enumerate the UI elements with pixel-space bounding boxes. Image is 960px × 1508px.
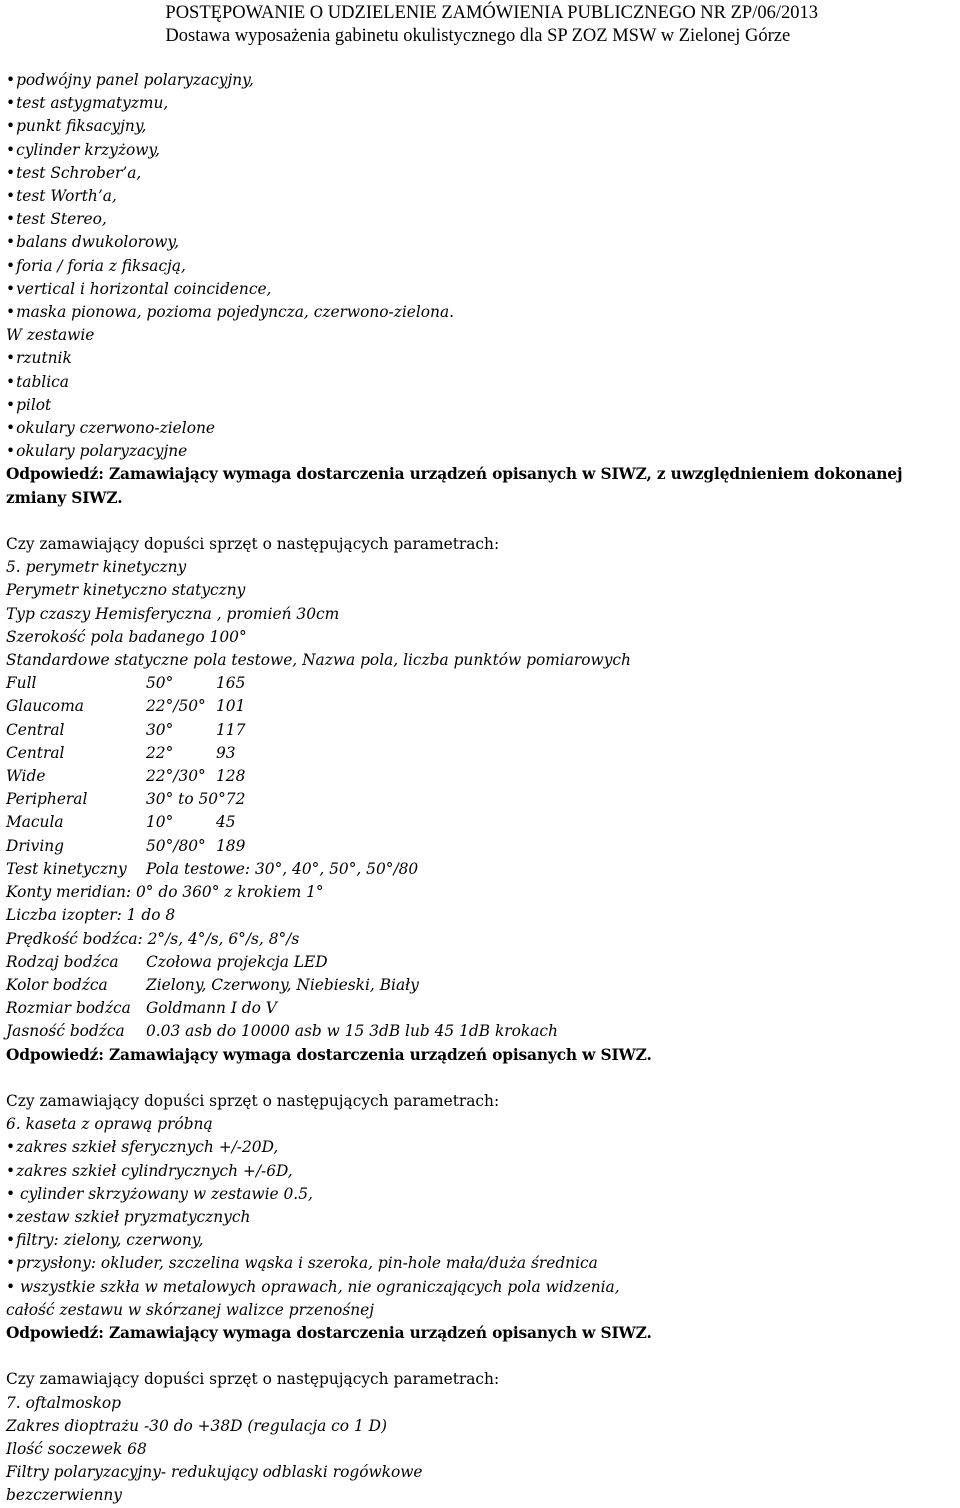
spacer <box>6 1067 956 1090</box>
param-value: Goldmann I do V <box>146 999 277 1018</box>
answer-text: Odpowiedź: Zamawiający wymaga dostarczenia urządzeń opisanych w SIWZ, z uwzględnieniem dokonanej zmiany SIWZ. <box>6 465 903 507</box>
list-item: • cylinder skrzyżowany w zestawie 0.5, <box>6 1183 956 1206</box>
param-value: 0.03 asb do 10000 asb w 15 3dB lub 45 1dB krokach <box>146 1022 558 1041</box>
field-name: Full <box>6 674 37 693</box>
param-value: Czołowa projekcja LED <box>146 952 328 971</box>
list-item: • balans dwukolorowy, <box>6 231 956 254</box>
spec-line: Liczba izopter: 1 do 8 <box>6 906 176 925</box>
list-item: • test Worth’a, <box>6 185 956 208</box>
document-header <box>165 2 818 48</box>
list-item: • foria / foria z fiksacją, <box>6 255 956 278</box>
list-item: • cylinder krzyżowy, <box>6 139 956 162</box>
field-row <box>6 719 956 742</box>
field-angle: 50° <box>146 674 174 693</box>
field-angle: 22°/50° <box>146 697 206 716</box>
document-body <box>6 69 956 1508</box>
spec-line: Perymetr kinetyczno statyczny <box>6 581 246 600</box>
field-name: Driving <box>6 836 65 855</box>
spec-line: Typ czaszy Hemisferyczna , promień 30cm <box>6 604 340 623</box>
spacer <box>6 510 956 533</box>
list-item: • przysłony: okluder, szczelina wąska i szeroka, pin-hole mała/duża średnica <box>6 1252 956 1275</box>
field-points: 72 <box>225 790 246 809</box>
field-points: 128 <box>216 767 246 786</box>
set-label: W zestawie <box>6 326 95 345</box>
field-angle: 10° <box>146 813 174 832</box>
list-item: • zakres szkieł sferycznych +/-20D, <box>6 1136 956 1159</box>
field-name: Central <box>6 743 65 762</box>
kinetic-label: Test kinetyczny <box>6 859 127 878</box>
set-item: • tablica <box>6 371 956 394</box>
param-label: Rodzaj bodźca <box>6 952 119 971</box>
spec-line: Prędkość bodźca: 2°/s, 4°/s, 6°/s, 8°/s <box>6 929 300 948</box>
field-points: 189 <box>216 836 246 855</box>
set-item: • okulary polaryzacyjne <box>6 440 956 463</box>
question-text: Czy zamawiający dopuści sprzęt o następujących parametrach: <box>6 1091 500 1110</box>
header-title: POSTĘPOWANIE O UDZIELENIE ZAMÓWIENIA PUBLICZNEGO NR ZP/06/2013 <box>165 3 818 23</box>
list-item: • zakres szkieł cylindrycznych +/-6D, <box>6 1160 956 1183</box>
field-row <box>6 672 956 695</box>
field-name: Central <box>6 720 65 739</box>
list-item: • podwójny panel polaryzacyjny, <box>6 69 956 92</box>
field-points: 101 <box>216 697 246 716</box>
field-angle: 30° to 50° <box>146 790 226 809</box>
list-item: • wszystkie szkła w metalowych oprawach, nie ograniczających pola widzenia, <box>6 1276 956 1299</box>
field-angle: 22°/30° <box>146 767 206 786</box>
param-label: Jasność bodźca <box>6 1022 125 1041</box>
field-points: 165 <box>216 674 246 693</box>
field-name: Peripheral <box>6 790 88 809</box>
item-title: 6. kaseta z oprawą próbną <box>6 1115 213 1134</box>
field-name: Wide <box>6 767 46 786</box>
item-title: 7. oftalmoskop <box>6 1393 122 1412</box>
list-item: • test astygmatyzmu, <box>6 92 956 115</box>
field-points: 117 <box>216 720 246 739</box>
spec-line: Filtry polaryzacyjny- redukujący odblaski rogówkowe <box>6 1463 423 1482</box>
kinetic-row <box>6 858 956 881</box>
spec-line: Standardowe statyczne pola testowe, Nazwa pola, liczba punktów pomiarowych <box>6 651 631 670</box>
field-angle: 30° <box>146 720 174 739</box>
answer-text: Odpowiedź: Zamawiający wymaga dostarczenia urządzeń opisanych w SIWZ. <box>6 1045 652 1064</box>
param-row <box>6 974 956 997</box>
list-item: • maska pionowa, pozioma pojedyncza, czerwono-zielona. <box>6 301 956 324</box>
list-item: • test Schrober’a, <box>6 162 956 185</box>
field-angle: 50°/80° <box>146 836 206 855</box>
field-row <box>6 811 956 834</box>
spec-line: całość zestawu w skórzanej walizce przenośnej <box>6 1300 375 1319</box>
list-item: • vertical i horizontal coincidence, <box>6 278 956 301</box>
field-points: 45 <box>216 813 236 832</box>
set-item: • pilot <box>6 394 956 417</box>
list-item: • filtry: zielony, czerwony, <box>6 1229 956 1252</box>
list-item: • punkt fiksacyjny, <box>6 115 956 138</box>
param-row <box>6 1020 956 1043</box>
param-row <box>6 951 956 974</box>
field-row <box>6 835 956 858</box>
kinetic-value: Pola testowe: 30°, 40°, 50°, 50°/80 <box>146 859 419 878</box>
set-item: • rzutnik <box>6 347 956 370</box>
param-row <box>6 997 956 1020</box>
spec-line: bezczerwienny <box>6 1486 122 1505</box>
question-text: Czy zamawiający dopuści sprzęt o następujących parametrach: <box>6 535 500 554</box>
field-row <box>6 695 956 718</box>
field-row <box>6 765 956 788</box>
param-label: Kolor bodźca <box>6 975 108 994</box>
field-name: Macula <box>6 813 64 832</box>
param-value: Zielony, Czerwony, Niebieski, Biały <box>146 975 419 994</box>
field-row <box>6 742 956 765</box>
list-item: • zestaw szkieł pryzmatycznych <box>6 1206 956 1229</box>
param-label: Rozmiar bodźca <box>6 999 131 1018</box>
spec-line: Konty meridian: 0° do 360° z krokiem 1° <box>6 883 324 902</box>
list-item: • test Stereo, <box>6 208 956 231</box>
spec-line: Zakres dioptrażu -30 do +38D (regulacja co 1 D) <box>6 1416 387 1435</box>
spec-line: Ilość soczewek 68 <box>6 1439 147 1458</box>
field-angle: 22° <box>146 743 174 762</box>
field-row <box>6 788 956 811</box>
field-points: 93 <box>216 743 236 762</box>
set-item: • okulary czerwono-zielone <box>6 417 956 440</box>
answer-text: Odpowiedź: Zamawiający wymaga dostarczenia urządzeń opisanych w SIWZ. <box>6 1323 652 1342</box>
item-title: 5. perymetr kinetyczny <box>6 558 187 577</box>
spec-line: Szerokość pola badanego 100° <box>6 627 247 646</box>
header-subtitle: Dostawa wyposażenia gabinetu okulistycznego dla SP ZOZ MSW w Zielonej Górze <box>165 26 791 46</box>
question-text: Czy zamawiający dopuści sprzęt o następujących parametrach: <box>6 1370 500 1389</box>
spacer <box>6 1345 956 1368</box>
field-name: Glaucoma <box>6 697 84 716</box>
